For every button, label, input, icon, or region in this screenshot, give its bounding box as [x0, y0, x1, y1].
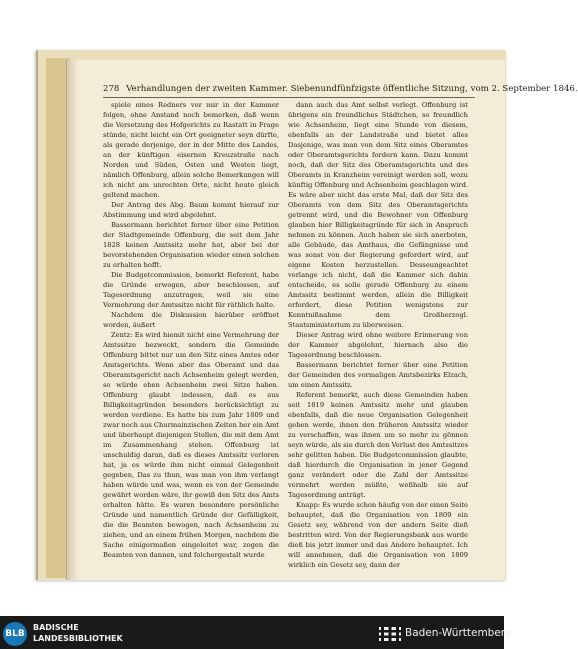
library-name-line2: LANDESBIBLIOTHEK [33, 634, 123, 643]
paragraph: spiele eines Redners vor mir in der Kammer folgen, ohne Anstand noch bemerken, daß wenn die Versetzung des Hofgerichts zu Rastatt in Frage stünde, nicht leicht ein Ort geeigneter seyn dürfte, als gerade derjenige, der in der Mitte des Landes, an der künftigen eisernen Kreuzstraße nach Norden und Süden, Osten und Westen liegt, nämlich Offenburg, allein solche Bemerkungen will ich nicht am unrechten Orte, nicht heute gleich geltend machen. [103, 101, 279, 199]
header-rule [103, 97, 475, 98]
paragraph: Knapp: Es wurde schon häufig von der einen Seite behauptet, daß die Organisation von 1809 ein Gesetz sey, während von der andern Seite dieß bestritten wird. Von der Regierungsbank aus wurde dieß bis jetzt immer und das Andere behauptet. Ich will annehmen, daß die Organisation von 1809 wirklich ein Gesetz sey, dann der [288, 501, 468, 569]
paragraph: Bassermann berichtet ferner über eine Petition der Gemeinden des vormaligen Amtsbezirks Elzach, um einen Amtssitz. [288, 361, 468, 389]
state-label[interactable]: Baden-Württemberg [405, 627, 512, 639]
paragraph: Referent bemerkt, auch diese Gemeinden haben seit 1819 keinen Amtssitz mehr und glauben ebenfalls, daß die neue Organisation Gelegenheit geben werde, ihnen den früheren Amtssitz wieder zu verschaffen, was ihnen um so mehr zu gönnen seyn würde, als sie durch den Verlust des Amtssitzes sehr gelitten haben. Die Budgetcommission glaubte, daß hierdurch die Organisation in jener Gegend ganz verändert oder die Zahl der Amtssitze vermehrt werden müßte, weßhalb sie auf Tagesordnung anträgt. [288, 391, 468, 499]
text-column-left [103, 100, 279, 559]
paragraph: Nachdem die Diskussion hierüber eröffnet worden, äußert [103, 311, 279, 329]
page-gutter-shadow [66, 60, 78, 580]
paragraph: Zentz: Es wird hiemit nicht eine Vermehrung der Amtssitze bezweckt, sondern die Gemeinde Offenburg bittet nur um den Sitz eines Amtes oder Amtsgerichts. Wenn aber das Oberamt und das Oberamtsgericht nach Achsenheim gelegt werden, so würde eben Achsenheim zwei Sitze haben. Offenburg glaubt indessen, daß es aus Billigkeitsgründen besonders berücksichtigt zu werden verdiene. Es hatte bis zum Jahr 1809 und zwar noch aus Churmainzischen Zeiten her ein Amt und überhaupt diejenigen Stellen, die mit dem Amt im Zusammenhang stehen. Offenburg ist unschuldig daran, daß es dieses Amtssitz verloren hat, ja es würde ihm nicht einmal Gelegenheit gegeben, Das zu thun, was man von ihm verlangt haben würde und was, wenn es von der Gemeinde gewährt worden wäre, ihr gewiß den Sitz des Amts erhalten hätte. Es waren besondere persönliche Gründe und namentlich Gründe der Gefälligkeit, die die Beamten bewogen, nach Achsenheim zu ziehen, und an einem frühen Morgen, nachdem die Sache einigermaßen eingeleitet war, zogen die Beamten von dannen, und folchergestalt wurde [103, 331, 279, 559]
paragraph: Die Budgetcommission, bemerkt Referent, habe die Gründe erwogen, aber beschlossen, auf Tagesordnung anzutragen, weil sie eine Vermehrung der Amtssitze nicht für räthlich halte. [103, 271, 279, 309]
text-column-right [288, 100, 468, 569]
running-head: Verhandlungen der zweiten Kammer. Siebenundfünfzigste öffentliche Sitzung, vom 2. September 1846. [126, 84, 578, 94]
page-header [103, 84, 578, 98]
state-lions-icon [379, 626, 401, 642]
footer-bar [0, 616, 512, 649]
page-number: 278 [103, 84, 120, 94]
paragraph: dann auch das Amt selbst verlegt. Offenburg ist übrigens ein freundliches Städtchen, so freundlich wie Achsenheim, liegt eine Stunde von diesem, ebenfalls an der Landstraße und bietet alles Dasjenige, was man von dem Sitz eines Oberamtes oder Oberamtsgerichts fordern kann. Dazu kommt noch, daß der Sitz des Oberamtsgerichts und des Oberamts in Kranzheim vereinigt werden soll, wozu künftig Offenburg und Achsenheim geschlagen wird. Es wäre aber nicht das erste Mal, daß der Sitz des Oberamts von dem Sitz des Oberamtsgerichts getrennt wird, und die Bewohner von Offenburg glauben hier Billigkeitsgründe für sich in Anspruch nehmen zu können. Auch haben sie sich anerboten, alle Gebäude, das Amthaus, die Gefängnisse und was sonst von der Regierung gefordert wird, auf eigene Kosten herzustellen. Desseungeachtet verlange ich nicht, daß die Kammer sich dahin entscheide, es solle gerade Offenburg zu einem Amtssitz bestimmt werden, allein die Billigkeit erfordert, diese Petition wenigstens zur Kenntnißnahme dem Großherzogl. Staatsministerium zu überweisen. [288, 101, 468, 329]
library-name[interactable] [33, 622, 213, 644]
paragraph: Der Antrag des Abg. Baum kommt hierauf zur Abstimmung und wird abgelehnt. [103, 201, 279, 219]
blb-logo[interactable]: BLB [3, 622, 27, 646]
library-name-line1: BADISCHE [33, 623, 79, 632]
paragraph: Dieser Antrag wird ohne weitere Erinnerung von der Kammer abgelehnt, hiernach also die Tagesordnung beschlossen. [288, 331, 468, 359]
paragraph: Bassermann berichtet ferner über eine Petition der Stadtgemeinde Offenburg, die seit dem Jahr 1828 keinen Amtssitz mehr hat, aber bei der bevorstehenden Organisation wieder einen solchen zu erhalten hofft. [103, 221, 279, 269]
